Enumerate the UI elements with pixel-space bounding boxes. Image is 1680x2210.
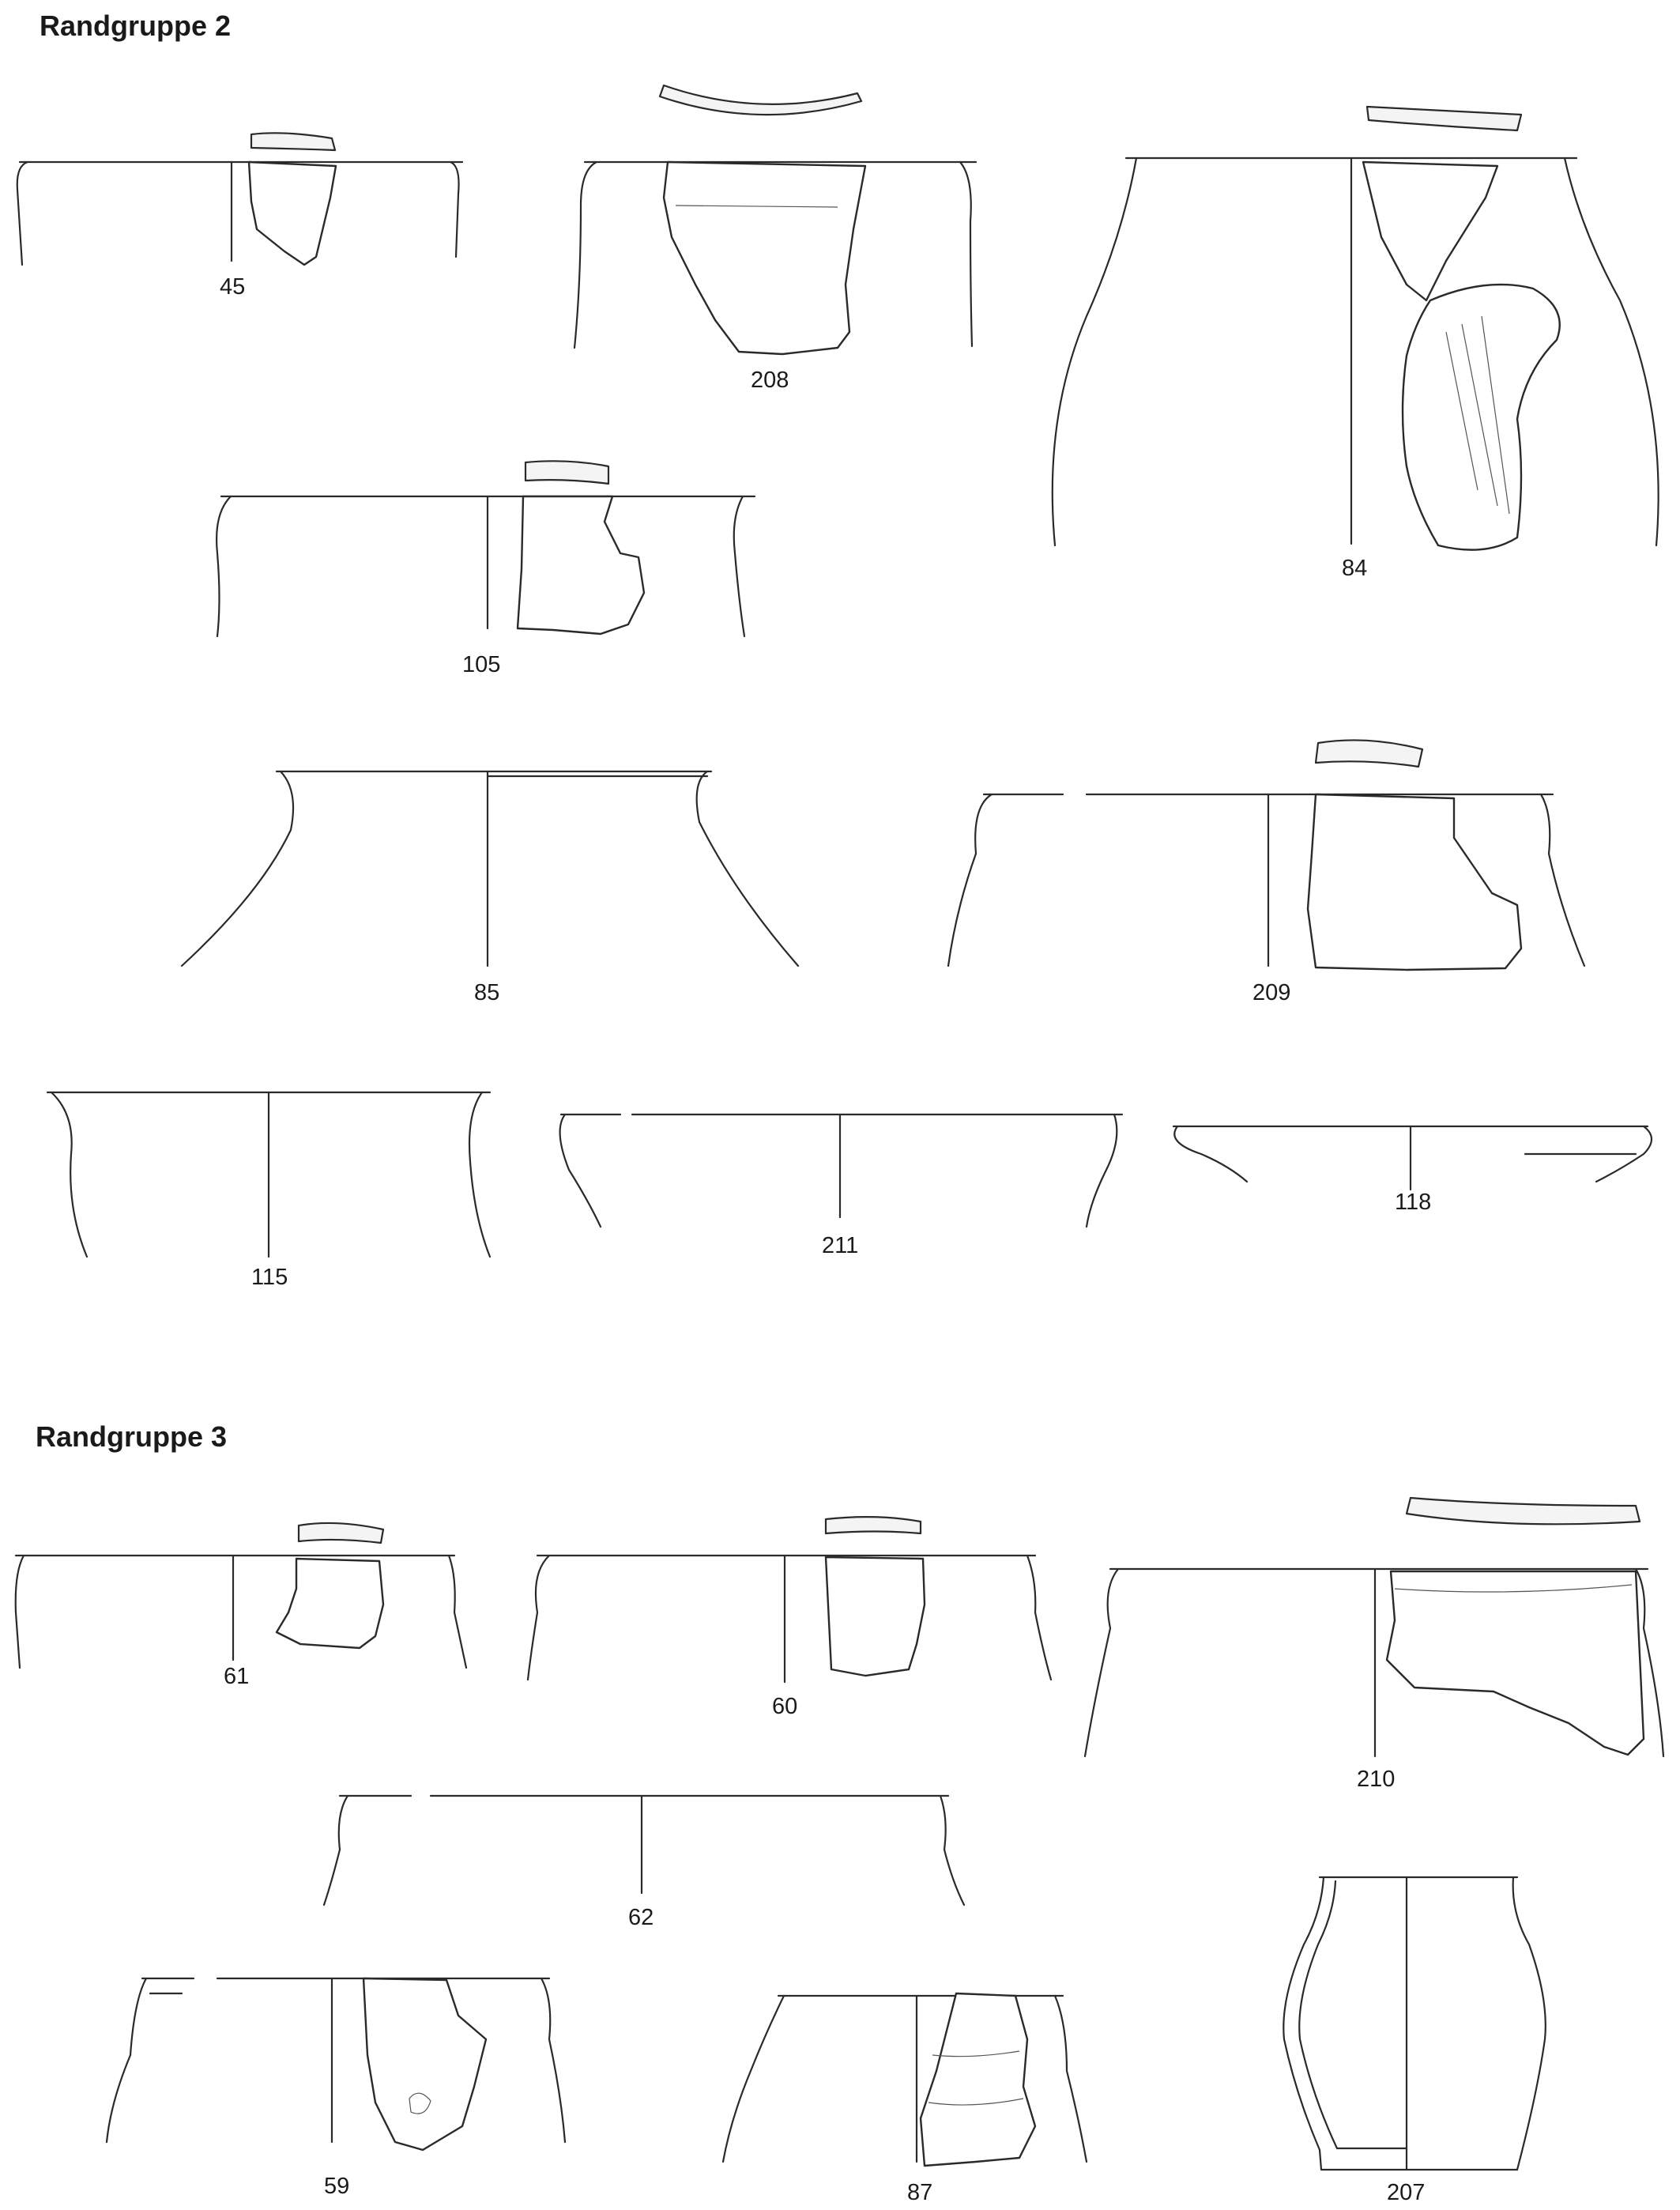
- figure-number-62: 62: [628, 1905, 654, 1930]
- vessel-60: [528, 1517, 1051, 1719]
- figure-number-84: 84: [1342, 556, 1368, 581]
- figure-number-115: 115: [251, 1265, 288, 1290]
- vessel-210: [1085, 1498, 1663, 1792]
- vessel-61: [16, 1523, 466, 1689]
- vessel-62: [324, 1796, 964, 1930]
- figure-number-60: 60: [772, 1694, 798, 1719]
- vessel-105: [217, 461, 755, 677]
- figure-number-85: 85: [474, 980, 500, 1005]
- vessel-118: [1173, 1126, 1652, 1215]
- figure-number-211: 211: [822, 1233, 859, 1258]
- vessel-87: [723, 1993, 1087, 2205]
- vessel-45: [17, 133, 462, 300]
- vessel-208: [574, 85, 976, 393]
- vessel-115: [47, 1092, 490, 1290]
- group-2-heading: Randgruppe 2: [40, 9, 232, 42]
- group-3-heading: Randgruppe 3: [36, 1420, 228, 1453]
- vessel-207: [1283, 1877, 1546, 2205]
- vessel-211: [560, 1114, 1122, 1258]
- figure-number-208: 208: [751, 368, 789, 393]
- figure-number-45: 45: [220, 274, 246, 300]
- vessel-84: [1053, 107, 1659, 581]
- vessel-85: [182, 771, 798, 1005]
- figure-number-59: 59: [324, 2174, 350, 2199]
- figure-number-210: 210: [1357, 1767, 1396, 1792]
- figure-number-105: 105: [462, 652, 501, 677]
- figure-number-118: 118: [1395, 1190, 1432, 1215]
- figure-number-207: 207: [1387, 2180, 1426, 2205]
- figure-number-61: 61: [224, 1664, 250, 1689]
- figure-number-209: 209: [1252, 980, 1291, 1005]
- figure-number-87: 87: [907, 2180, 933, 2205]
- vessel-209: [948, 740, 1584, 1005]
- vessel-59: [107, 1978, 565, 2199]
